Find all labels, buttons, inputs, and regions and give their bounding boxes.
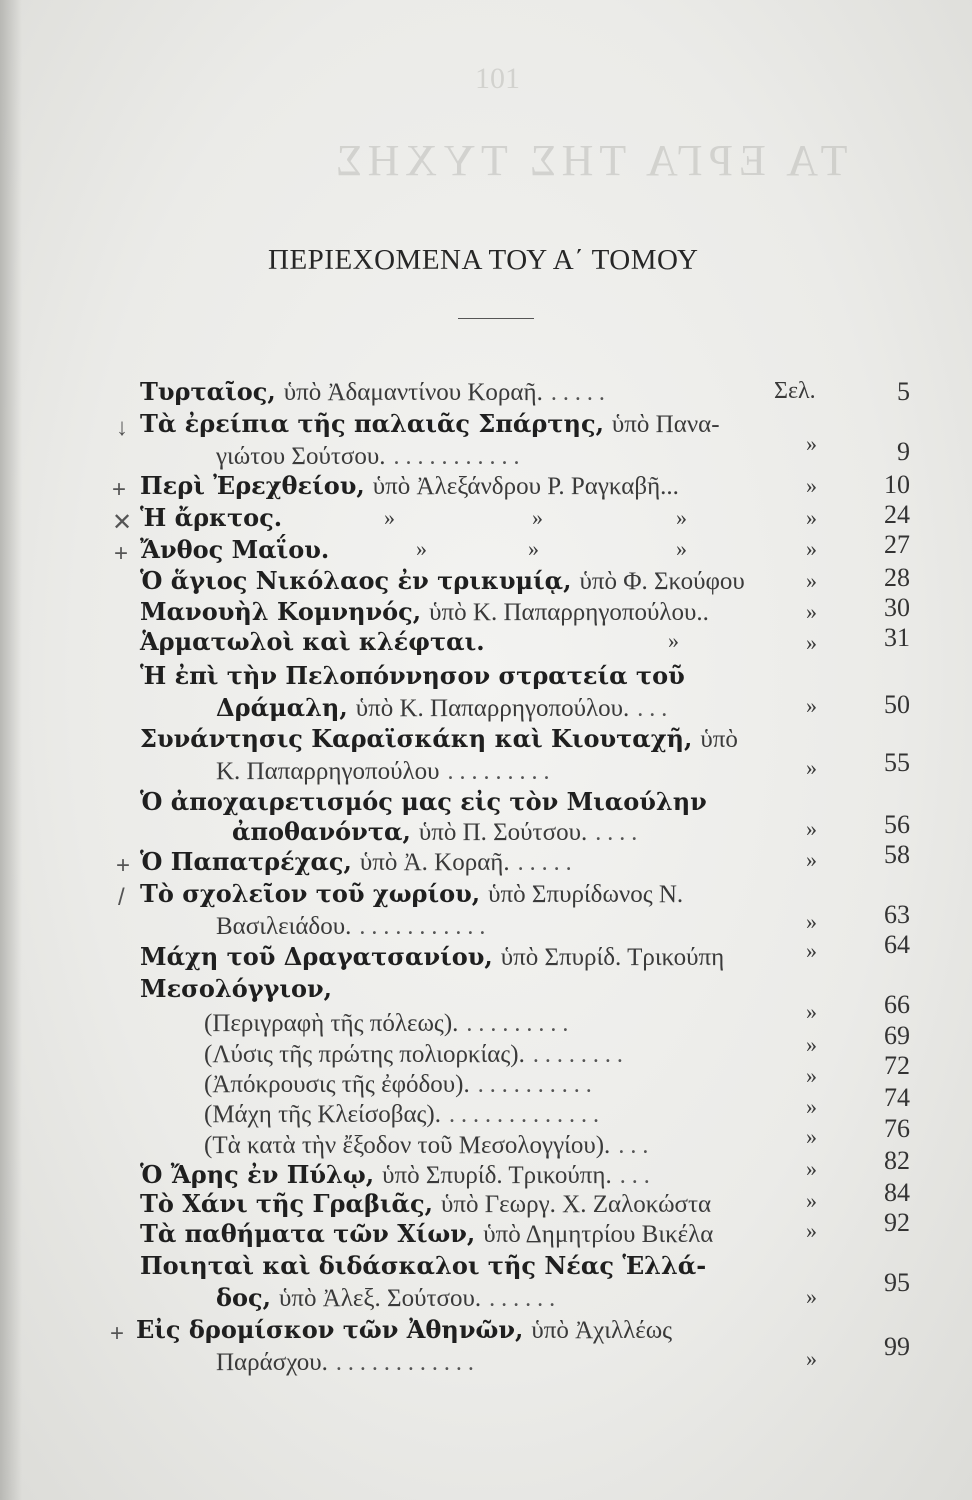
entry-author-continued: γιώτου Σούτσου. [216, 443, 386, 470]
entry-title-continued: Δράμαλη, [216, 693, 348, 722]
entry-page: 74 [884, 1083, 910, 1112]
ditto-mark: » [532, 505, 543, 530]
entry-page: 92 [884, 1208, 910, 1237]
entry-author: (Τὰ κατὰ τὴν ἔξοδον τοῦ Μεσολογγίου). [204, 1132, 611, 1159]
toc-entry-continuation: Βασιλειάδου. ........... [216, 913, 492, 940]
ditto-mark: » [806, 536, 817, 561]
toc-entry [140, 472, 679, 501]
entry-page: 24 [884, 500, 910, 529]
toc-entry [140, 504, 282, 532]
bleed-through-title: ΤΑ ΕΡΓΑ ΤΗΣ ΤΥΧΗΣ [330, 136, 848, 185]
ditto-mark: » [806, 1124, 817, 1149]
entry-title: Ἡ ἐπὶ τὴν Πελοπόννησον στρατεία τοῦ [140, 661, 685, 690]
ditto-mark: » [806, 999, 817, 1024]
toc-entry-continuation: γιώτου Σούτσου. ........... [216, 443, 526, 470]
toc-entry [140, 536, 329, 564]
ditto-mark: » [384, 505, 395, 530]
entry-title: Ἡ ἄρκτος. [140, 503, 283, 532]
entry-page: 69 [884, 1021, 910, 1050]
entry-page: 50 [884, 690, 910, 719]
ditto-mark: » [676, 536, 687, 561]
ditto-mark: » [416, 536, 427, 561]
entry-author: ὑπὸ Κ. Παπαρρηγοπούλου.. [429, 599, 709, 626]
entry-page: 55 [884, 748, 910, 777]
ditto-mark: » [806, 1094, 817, 1119]
entry-title-continued: δος, [216, 1283, 271, 1312]
toc-entry [140, 662, 685, 690]
entry-page: 82 [884, 1146, 910, 1175]
entry-title: Μανουὴλ Κομνηνός, [140, 597, 422, 626]
entry-author: (Μάχη τῆς Κλείσοβας). [204, 1101, 442, 1128]
page-title: ΠΕΡΙΕΧΟΜΕΝΑ ΤΟΥ Α΄ ΤΟΜΟΥ [268, 244, 699, 276]
entry-author: ὑπὸ Κ. Παπαρρηγοπούλου. [355, 695, 630, 722]
entry-author: ὑπὸ Πανα- [611, 411, 720, 438]
entry-author: (Περιγραφὴ τῆς πόλεως). [204, 1010, 459, 1037]
entry-page: 27 [884, 530, 910, 559]
ditto-mark: » [806, 1032, 817, 1057]
entry-author: ὑπὸ Ἀδαμαντίνου Κοραῆ. [283, 379, 543, 406]
toc-entry [136, 1316, 672, 1345]
entry-page: 31 [884, 623, 910, 652]
ditto-mark: » [668, 628, 679, 653]
entry-title: Συνάντησις Καραϊσκάκη καὶ Κιουταχῆ, [140, 724, 693, 753]
entry-author: ὑπὸ Ἀ. Κοραῆ. [359, 849, 510, 876]
ditto-mark: » [806, 938, 817, 963]
entry-author: ὑπὸ [700, 726, 738, 753]
entry-title: Περὶ Ἐρεχθείου, [140, 471, 365, 500]
entry-author: ὑπὸ Ἀχιλλέως [531, 1317, 673, 1344]
ditto-mark: » [806, 693, 817, 718]
ditto-mark: » [806, 630, 817, 655]
toc-entry [140, 1252, 706, 1280]
toc-entry-continuation: ἀποθανόντα, ὑπὸ Π. Σούτσου. .... [232, 817, 644, 846]
entry-author-continued: Παράσχου. [216, 1349, 328, 1376]
entry-title: Τυρταῖος, [140, 377, 276, 406]
entry-author: ὑπὸ Σπυρίδ. Τρικούπη [500, 944, 725, 971]
ditto-mark: » [676, 505, 687, 530]
toc-subentry: (Ἀπόκρουσις τῆς ἐφόδου). .......... [204, 1071, 598, 1098]
entry-page: 28 [884, 563, 910, 592]
pencil-check-mark: ↓ [116, 414, 128, 441]
toc-entry: Ὁ Ἄρης ἐν Πύλῳ, ὑπὸ Σπυρίδ. Τρικούπη. ... [140, 1160, 656, 1189]
entry-author: ὑπὸ Γεωργ. Χ. Ζαλοκώστα [440, 1191, 712, 1218]
entry-title: Ὁ ἀποχαιρετισμός μας εἰς τὸν Μιαούλην [140, 787, 707, 816]
entry-title: Μεσολόγγιον, [140, 974, 333, 1003]
entry-author: ὑπὸ Ἀλεξ. Σούτσου. [278, 1285, 482, 1312]
entry-title: Εἰς δρομίσκον τῶν Ἀθηνῶν, [136, 1315, 524, 1344]
toc-entry-continuation: Κ. Παπαρρηγοπούλου ......... [216, 758, 556, 785]
ditto-mark: » [528, 536, 539, 561]
entry-page: 84 [884, 1178, 910, 1207]
toc-subentry: (Τὰ κατὰ τὴν ἔξοδον τοῦ Μεσολογγίου). ... [204, 1132, 655, 1159]
entry-title: Ἄνθος Μαΐου. [140, 535, 330, 564]
entry-page: 63 [884, 900, 910, 929]
entry-page: 66 [884, 990, 910, 1019]
toc-entry [140, 628, 485, 656]
ditto-mark: » [806, 909, 817, 934]
pencil-slash-mark: / [118, 884, 125, 911]
entry-page: 99 [884, 1332, 910, 1361]
entry-page: 30 [884, 593, 910, 622]
entry-page: 58 [884, 840, 910, 869]
ditto-mark: » [806, 847, 817, 872]
entry-author: ὑπὸ Φ. Σκούφου [579, 568, 745, 595]
toc-entry [140, 943, 724, 972]
ditto-mark: » [806, 1188, 817, 1213]
entry-page: 72 [884, 1051, 910, 1080]
toc-entry [140, 788, 707, 816]
entry-title: Ὁ ἅγιος Νικόλαος ἐν τρικυμίᾳ, [140, 566, 572, 595]
pencil-cross-mark: + [110, 1320, 125, 1347]
entry-author: (Λύσις τῆς πρώτης πολιορκίας). [204, 1041, 525, 1068]
entry-title: Τὸ Χάνι τῆς Γραβιᾶς, [140, 1189, 433, 1218]
ditto-mark: » [806, 431, 817, 456]
entry-title: Μάχη τοῦ Δραγατσανίου, [140, 942, 493, 971]
toc-entry [140, 1220, 713, 1249]
ditto-mark: » [806, 568, 817, 593]
entry-page: 64 [884, 930, 910, 959]
ditto-mark: » [806, 1156, 817, 1181]
entry-page: 5 [897, 377, 910, 406]
toc-entry-continuation: δος, ὑπὸ Ἀλεξ. Σούτσου. ...... [216, 1283, 562, 1312]
ditto-mark: » [806, 473, 817, 498]
toc-entry [140, 725, 738, 754]
page-column-label: Σελ. [774, 378, 816, 404]
toc-entry-continuation: Δράμαλη, ὑπὸ Κ. Παπαρρηγοπούλου. ... [216, 693, 674, 722]
pencil-cross-mark: + [114, 540, 129, 567]
entry-title: Τὰ παθήματα τῶν Χίων, [140, 1219, 476, 1248]
entry-page: 9 [897, 437, 910, 466]
entry-title: Ὁ Παπατρέχας, [140, 847, 352, 876]
toc-entry [140, 410, 720, 439]
ditto-mark: » [806, 1218, 817, 1243]
entry-author-continued: Κ. Παπαρρηγοπούλου [216, 758, 440, 785]
ditto-mark: » [806, 1063, 817, 1088]
toc-entry [140, 975, 332, 1003]
ditto-mark: » [806, 1346, 817, 1371]
toc-entry [140, 880, 683, 909]
toc-entry [140, 1190, 711, 1219]
entry-page: 56 [884, 810, 910, 839]
ditto-mark: » [806, 755, 817, 780]
entry-author-continued: Βασιλειάδου. [216, 913, 352, 940]
entry-author: ὑπὸ Π. Σούτσου. [418, 819, 588, 846]
pencil-cross-mark: + [112, 476, 127, 503]
pencil-cross-mark: ✕ [112, 509, 133, 536]
entry-title: Τὸ σχολεῖον τοῦ χωρίου, [140, 879, 481, 908]
entry-title: Τὰ ἐρείπια τῆς παλαιᾶς Σπάρτης, [140, 409, 604, 438]
entry-page: 95 [884, 1268, 910, 1297]
ditto-mark: » [806, 505, 817, 530]
toc-entry-continuation: Παράσχου. ............ [216, 1349, 480, 1376]
entry-author: ὑπὸ Σπυρίδ. Τρικούπη. [382, 1162, 612, 1189]
toc-subentry: (Μάχη τῆς Κλείσοβας). ............. [204, 1101, 606, 1128]
pencil-cross-mark: + [116, 852, 131, 879]
toc-subentry: (Περιγραφὴ τῆς πόλεως). ......... [204, 1010, 575, 1037]
toc-entry [140, 598, 709, 627]
entry-author: ὑπὸ Δημητρίου Βικέλα [483, 1221, 714, 1248]
ditto-mark: » [806, 599, 817, 624]
entry-page: 10 [884, 470, 910, 499]
toc-entry [140, 567, 745, 596]
ditto-mark: » [806, 1284, 817, 1309]
entry-page: 76 [884, 1114, 910, 1143]
entry-author: (Ἀπόκρουσις τῆς ἐφόδου). [204, 1071, 470, 1098]
entry-author: ὑπὸ Ἀλεξάνδρου Ρ. Ραγκαβῆ... [372, 473, 679, 500]
entry-title: Ἁρματωλοὶ καὶ κλέφται. [140, 627, 485, 656]
entry-title: Ποιηταὶ καὶ διδάσκαλοι τῆς Νέας Ἑλλά- [140, 1251, 707, 1280]
toc-entry: Τυρταῖος, ὑπὸ Ἀδαμαντίνου Κοραῆ. ..... [140, 377, 611, 406]
entry-title-continued: ἀποθανόντα, [232, 817, 411, 846]
entry-author: ὑπὸ Σπυρίδωνος Ν. [488, 881, 684, 908]
ditto-mark: » [806, 816, 817, 841]
bleed-through-page-number: 101 [475, 62, 520, 95]
toc-entry: Ὁ Παπατρέχας, ὑπὸ Ἀ. Κοραῆ. ..... [140, 847, 578, 876]
toc-subentry: (Λύσις τῆς πρώτης πολιορκίας). ........ [204, 1041, 629, 1068]
entry-title: Ὁ Ἄρης ἐν Πύλῳ, [140, 1160, 375, 1189]
